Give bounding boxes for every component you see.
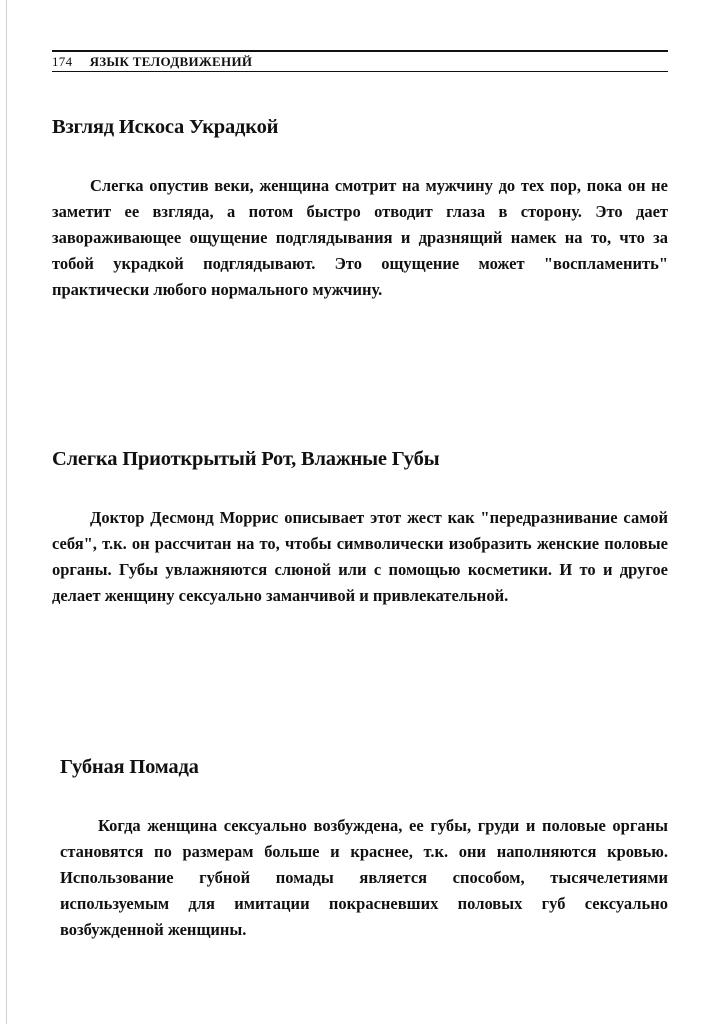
section-lipstick (60, 756, 668, 943)
page-left-edge (6, 0, 7, 1024)
page-number: 174 (52, 54, 73, 69)
section-heading: Губная Помада (60, 756, 199, 778)
section-sidelong-glance (52, 116, 668, 303)
book-title: ЯЗЫК ТЕЛОДВИЖЕНИЙ (89, 54, 253, 69)
section-paragraph: Доктор Десмонд Моррис описывает этот жест как "передразнивание самой себя", т.к. он рассчитан на то, чтобы символически изобразить женские половые органы. Губы увлажняются слюной или с помощью косметики. И то и другое делает женщину сексуально заманчивой и привлекательной. (52, 508, 668, 605)
section-heading: Взгляд Искоса Украдкой (52, 116, 279, 138)
section-heading: Слегка Приоткрытый Рот, Влажные Губы (52, 448, 440, 470)
section-paragraph: Когда женщина сексуально возбуждена, ее губы, груди и половые органы становятся по размерам больше и краснее, т.к. они наполняются кровью. Использование губной помады является способом, тысячелетиями используемым для имитации покрасневших половых губ сексуально возбужденной женщины. (60, 816, 668, 939)
running-header (52, 50, 668, 72)
section-paragraph: Слегка опустив веки, женщина смотрит на мужчину до тех пор, пока он не заметит ее взгляда, а потом быстро отводит глаза в сторону. Это дает завораживающее ощущение подглядывания и дразнящий намек на то, что за тобой украдкой подглядывают. Это ощущение может "воспламенить" практически любого нормального мужчину. (52, 176, 668, 299)
section-parted-lips (52, 448, 668, 609)
